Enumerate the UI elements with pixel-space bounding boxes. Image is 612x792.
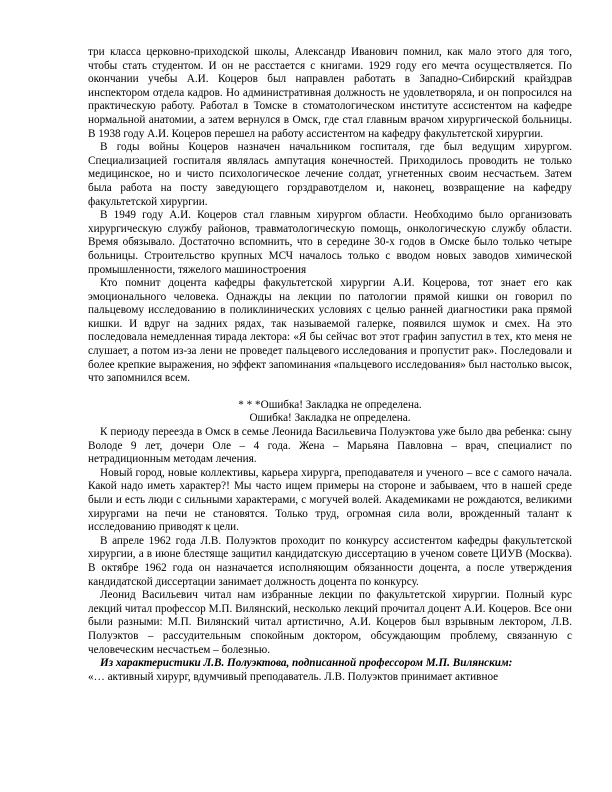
document-page — [88, 46, 572, 684]
separator-line-2: Ошибка! Закладка не определена. — [249, 412, 411, 425]
paragraph-poluektov-character: Новый город, новые коллективы, карьера хирурга, преподавателя и ученого – все с самого начала. Какой надо иметь характер?! Мы часто ищем примеры на стороне и забываем, что в нашей среде были и есть люди с сильными характерами, с могучей волей. Академиками не рождаются, великими хирургами на печи не становятся. Только труд, огромная сила воли, врожденный талант к исследованию приводят к цели. — [88, 466, 572, 534]
paragraph-kotserov-lecture: Кто помнит доцента кафедры факультетской хирургии А.И. Коцерова, тот знает его как эмоционального человека. Однажды на лекции по патологии прямой кишки он говорил по пальцевому исследованию в поликлинических условиях с целью ранней диагностики рака прямой кишки. И вдруг на задних рядах, так называемой галерке, появился шумок и смех. На это последовала немедленная тирада лектора: «Я бы сейчас вот этот графин запустил в тех, кто меня не слушает, а потом из-за лени не проведет пальцевого исследования и пропустит рак». Последовали и более крепкие выражения, но эффект запоминания «пальцевого исследования» был настолько высок, что запомнился всем. — [88, 277, 572, 385]
separator-line-1: * * *Ошибка! Закладка не определена. — [238, 398, 422, 411]
paragraph-kotserov-chief-surgeon: В 1949 году А.И. Коцеров стал главным хирургом области. Необходимо было организовать хирургическую службу районов, травматологическую помощь, онкологическую службу области. Время обязывало. Достаточно вспомнить, что в середине 30-х годов в Омске было только четыре больницы. Строительство крупных МСЧ началось только с вводом новых заводов химической промышленности, тяжелого машиностроения — [88, 209, 572, 276]
paragraph-poluektov-career: В апреле 1962 года Л.В. Полуэктов проходит по конкурсу ассистентом кафедры факультетской хирургии, а в июне блестяще защитил кандидатскую диссертацию в ученом совете ЦИУВ (Москва). В октябре 1962 года он назначается исполняющим обязанности доцента, а после утверждения кандидатской диссертации занимает должность доцента по конкурсу. — [88, 534, 572, 588]
section-separator — [88, 399, 572, 426]
paragraph-kotserov-education: три класса церковно-приходской школы, Александр Иванович помнил, как мало этого для того, чтобы стать студентом. И он не расстается с книгами. 1929 году его мечта осуществляется. По окончании учебы А.И. Коцеров был направлен работать в Западно-Сибирский крайздрав инспектором отдела кадров. Но административная должность не удовлетворяла, и он попросился на практическую работу. Работал в Томске в стоматологическом институте ассистентом на кафедре нормальной анатомии, а затем вернулся в Омск, где стал главным врачом хирургической больницы. В 1938 году А.И. Коцеров перешел на работу ассистентом на кафедру факультетской хирургии. — [88, 46, 572, 140]
paragraph-characteristic-quote: «… активный хирург, вдумчивый преподаватель. Л.В. Полуэктов принимает активное — [88, 670, 499, 683]
paragraph-kotserov-war: В годы войны Коцеров назначен начальником госпиталя, где был ведущим хирургом. Специализацией госпиталя являлась ампутация конечностей. Приходилось проводить не только медицинское, но и чисто психологическое лечение солдат, угнетенных своим несчастьем. Затем была работа на посту заведующего горздравотделом и, наконец, возвращение на кафедру факультетской хирургии. — [88, 141, 572, 208]
characteristic-heading: Из характеристики Л.В. Полуэктова, подписанной профессором М.П. Вилянским: — [100, 657, 513, 670]
paragraph-lecturers: Леонид Васильевич читал нам избранные лекции по факультетской хирургии. Полный курс лекций читал профессор М.П. Вилянский, несколько лекций прочитал доцент А.И. Коцеров. Все они были разными: М.П. Вилянский читал артистично, А.И. Коцеров был взрывным лектором, Л.В. Полуэктов – рассудительным спокойным доктором, обсуждающим проблему, связанную с человеческим несчастьем – болезнью. — [88, 589, 572, 656]
paragraph-poluektov-family: К периоду переезда в Омск в семье Леонида Васильевича Полуэктова уже было два ребенка: сыну Володе 9 лет, дочери Оле – 4 года. Жена – Марьяна Павловна – врач, специалист по нетрадиционным методам лечения. — [88, 426, 572, 466]
